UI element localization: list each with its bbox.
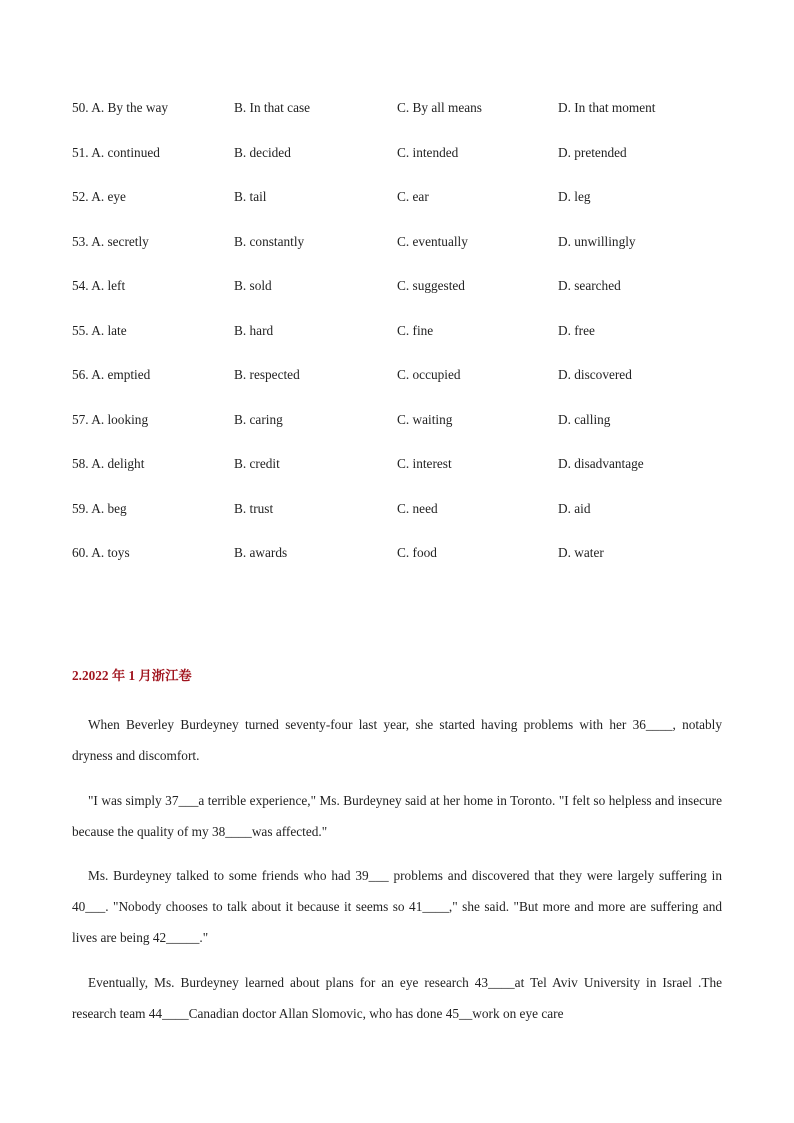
option-a: 58. A. delight — [72, 456, 145, 471]
passage-paragraph: When Beverley Burdeyney turned seventy-four last year, she started having problems with her 36____, notably dryness and discomfort. — [72, 717, 722, 763]
option-d: D. leg — [558, 189, 591, 204]
option-row-59 — [72, 501, 732, 546]
option-b: B. sold — [234, 278, 272, 293]
option-a: 55. A. late — [72, 322, 127, 338]
option-d: D. disadvantage — [558, 456, 644, 471]
option-row-50 — [72, 100, 732, 145]
option-a: 53. A. secretly — [72, 233, 149, 249]
option-c: C. waiting — [397, 411, 453, 427]
option-row-51 — [72, 145, 732, 190]
answer-options — [72, 100, 732, 590]
option-d: D. free — [558, 322, 595, 338]
option-b: B. constantly — [234, 233, 305, 249]
option-c: C. occupied — [397, 367, 461, 382]
option-d: D. searched — [558, 278, 621, 293]
option-c: C. interest — [397, 456, 452, 471]
option-row-60 — [72, 545, 732, 590]
option-c: C. food — [397, 545, 437, 560]
option-row-54 — [72, 278, 732, 323]
option-c: C. eventually — [397, 233, 468, 249]
option-b: B. hard — [234, 322, 274, 338]
option-a: 51. A. continued — [72, 144, 160, 160]
option-a: 56. A. emptied — [72, 367, 151, 382]
option-a: 54. A. left — [72, 278, 126, 293]
option-d: D. water — [558, 545, 604, 560]
option-a: 52. A. eye — [72, 189, 126, 204]
option-b: B. awards — [234, 545, 288, 560]
option-c: C. By all means — [397, 100, 482, 115]
option-d: D. calling — [558, 411, 611, 427]
option-b: B. In that case — [234, 100, 311, 115]
option-d: D. unwillingly — [558, 233, 636, 249]
passage-paragraph: Ms. Burdeyney talked to some friends who had 39___ problems and discovered that they were largely suffering in 40___. "Nobody chooses to talk about it because it seems so 41____," she said. "But more and more are suffering and lives are being 42_____." — [72, 868, 722, 945]
option-b: B. credit — [234, 456, 280, 471]
option-row-56 — [72, 367, 732, 412]
option-b: B. respected — [234, 367, 300, 382]
option-c: C. suggested — [397, 278, 465, 293]
option-c: C. need — [397, 500, 438, 516]
option-c: C. fine — [397, 322, 434, 338]
option-a: 60. A. toys — [72, 545, 130, 560]
option-b: B. trust — [234, 500, 274, 516]
option-row-53 — [72, 234, 732, 279]
option-c: C. intended — [397, 144, 459, 160]
option-d: D. pretended — [558, 144, 627, 160]
section-title: 2.2022 年 1 月浙江卷 — [72, 668, 192, 683]
option-a: 57. A. looking — [72, 411, 149, 427]
passage-paragraph: "I was simply 37___a terrible experience," Ms. Burdeyney said at her home in Toronto. "I felt so helpless and insecure because the quality of my 38____was affected." — [72, 792, 722, 839]
option-c: C. ear — [397, 189, 429, 204]
option-d: D. aid — [558, 500, 591, 516]
option-b: B. decided — [234, 144, 291, 160]
option-b: B. caring — [234, 411, 283, 427]
option-a: 59. A. beg — [72, 500, 127, 516]
option-d: D. discovered — [558, 367, 632, 382]
option-row-55 — [72, 323, 732, 368]
passage-paragraph: Eventually, Ms. Burdeyney learned about plans for an eye research 43____at Tel Aviv University in Israel .The research team 44____Canadian doctor Allan Slomovic, who has done 45__work on eye care — [72, 974, 722, 1021]
option-d: D. In that moment — [558, 100, 656, 115]
option-row-58 — [72, 456, 732, 501]
option-b: B. tail — [234, 189, 267, 204]
option-a: 50. A. By the way — [72, 100, 169, 115]
option-row-52 — [72, 189, 732, 234]
option-row-57 — [72, 412, 732, 457]
reading-passage — [72, 709, 722, 1042]
